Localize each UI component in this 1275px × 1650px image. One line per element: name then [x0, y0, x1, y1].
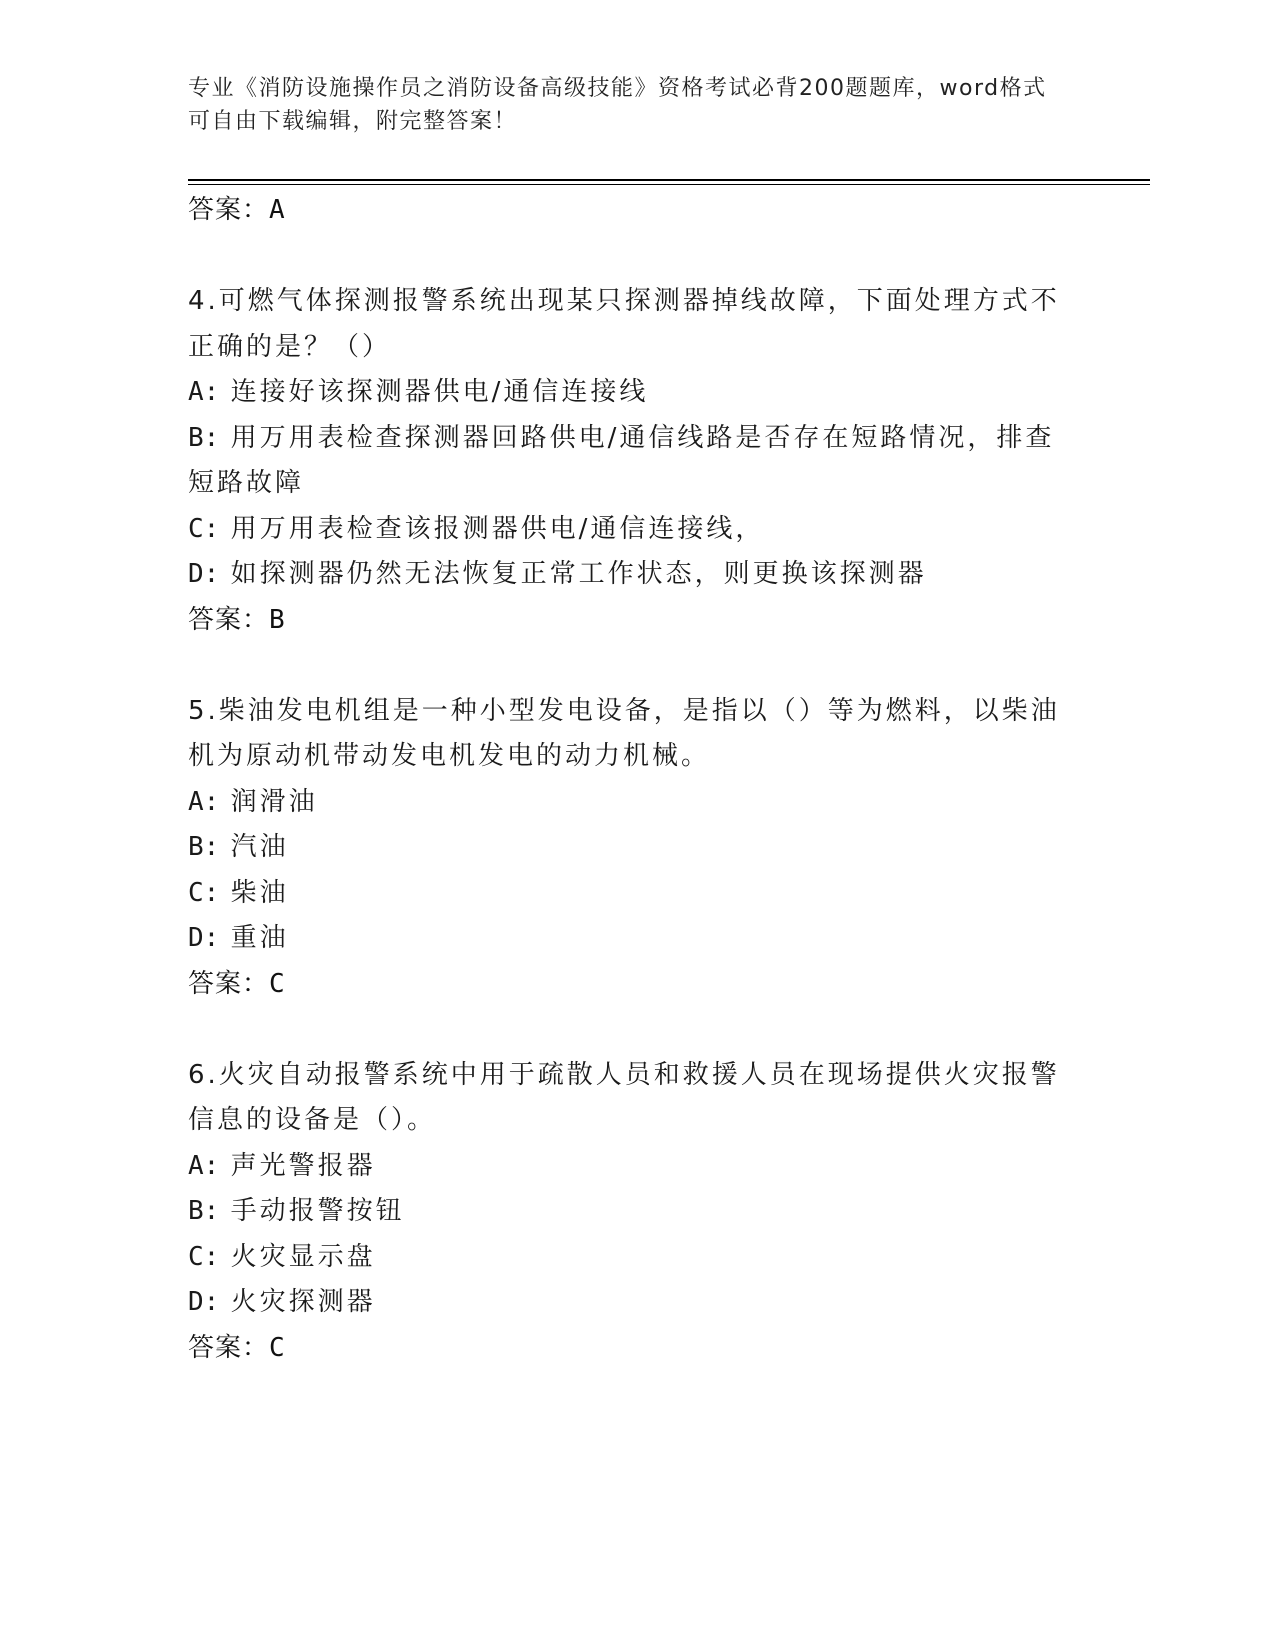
option-text: 汽油: [230, 832, 289, 862]
option-text: 用万用表检查探测器回路供电/通信线路是否存在短路情况，排查短路故障: [188, 422, 1055, 498]
option-b: [188, 1189, 1068, 1235]
answer-value: B: [269, 604, 286, 635]
option-b: [188, 825, 1068, 871]
option-label: B:: [188, 832, 220, 862]
option-label: C:: [188, 513, 220, 544]
option-label: D:: [188, 559, 220, 589]
question-stem: 6.火灾自动报警系统中用于疏散人员和救援人员在现场提供火灾报警信息的设备是（）。: [188, 1059, 1060, 1135]
option-d: [188, 1280, 1068, 1326]
option-c: [188, 507, 1068, 553]
question-4: [188, 279, 1068, 643]
answer-label: 答案：: [188, 604, 270, 635]
option-text: 重油: [230, 923, 289, 953]
answer-value: C: [269, 1332, 286, 1363]
question-5: [188, 689, 1068, 1008]
answer-line-prev: [188, 188, 1068, 234]
option-a: [188, 780, 1068, 826]
question-stem: 4.可燃气体探测报警系统出现某只探测器掉线故障，下面处理方式不正确的是？（）: [188, 286, 1060, 362]
header-rule-thick: [188, 179, 1150, 181]
header-rule-thin: [188, 184, 1150, 185]
option-a: [188, 1144, 1068, 1190]
answer-value: A: [269, 195, 286, 225]
answer-label: 答案：: [188, 195, 270, 225]
answer-label: 答案：: [188, 1332, 270, 1363]
option-text: 声光警报器: [230, 1150, 376, 1181]
option-text: 柴油: [230, 877, 289, 908]
option-label: C:: [188, 877, 220, 908]
option-text: 火灾探测器: [230, 1287, 376, 1317]
option-b: [188, 416, 1068, 507]
option-d: [188, 552, 1068, 598]
option-label: B:: [188, 1196, 220, 1226]
option-label: D:: [188, 923, 220, 953]
option-text: 润滑油: [230, 786, 318, 817]
option-text: 手动报警按钮: [230, 1196, 405, 1226]
answer-value: C: [269, 968, 286, 999]
answer-line: [188, 598, 1068, 644]
option-label: C:: [188, 1241, 220, 1272]
question-stem: 5.柴油发电机组是一种小型发电设备，是指以（）等为燃料，以柴油机为原动机带动发电机发电的动力机械。: [188, 695, 1060, 771]
option-label: A:: [188, 377, 220, 407]
question-6: [188, 1053, 1068, 1372]
option-text: 连接好该探测器供电/通信连接线: [230, 377, 649, 407]
document-header: 专业《消防设施操作员之消防设备高级技能》资格考试必背200题题库，word格式可自由下载编辑，附完整答案！: [188, 76, 1047, 134]
option-text: 火灾显示盘: [230, 1241, 376, 1272]
option-label: D:: [188, 1287, 220, 1317]
option-label: B:: [188, 422, 220, 453]
document-body: [188, 188, 1068, 1371]
option-d: [188, 916, 1068, 962]
answer-label: 答案：: [188, 968, 270, 999]
option-text: 用万用表检查该报测器供电/通信连接线，: [230, 513, 765, 544]
answer-line: [188, 1326, 1068, 1372]
option-text: 如探测器仍然无法恢复正常工作状态，则更换该探测器: [230, 559, 927, 589]
option-c: [188, 1235, 1068, 1281]
option-label: A:: [188, 1150, 220, 1181]
option-a: [188, 370, 1068, 416]
option-c: [188, 871, 1068, 917]
answer-line: [188, 962, 1068, 1008]
option-label: A:: [188, 786, 220, 817]
